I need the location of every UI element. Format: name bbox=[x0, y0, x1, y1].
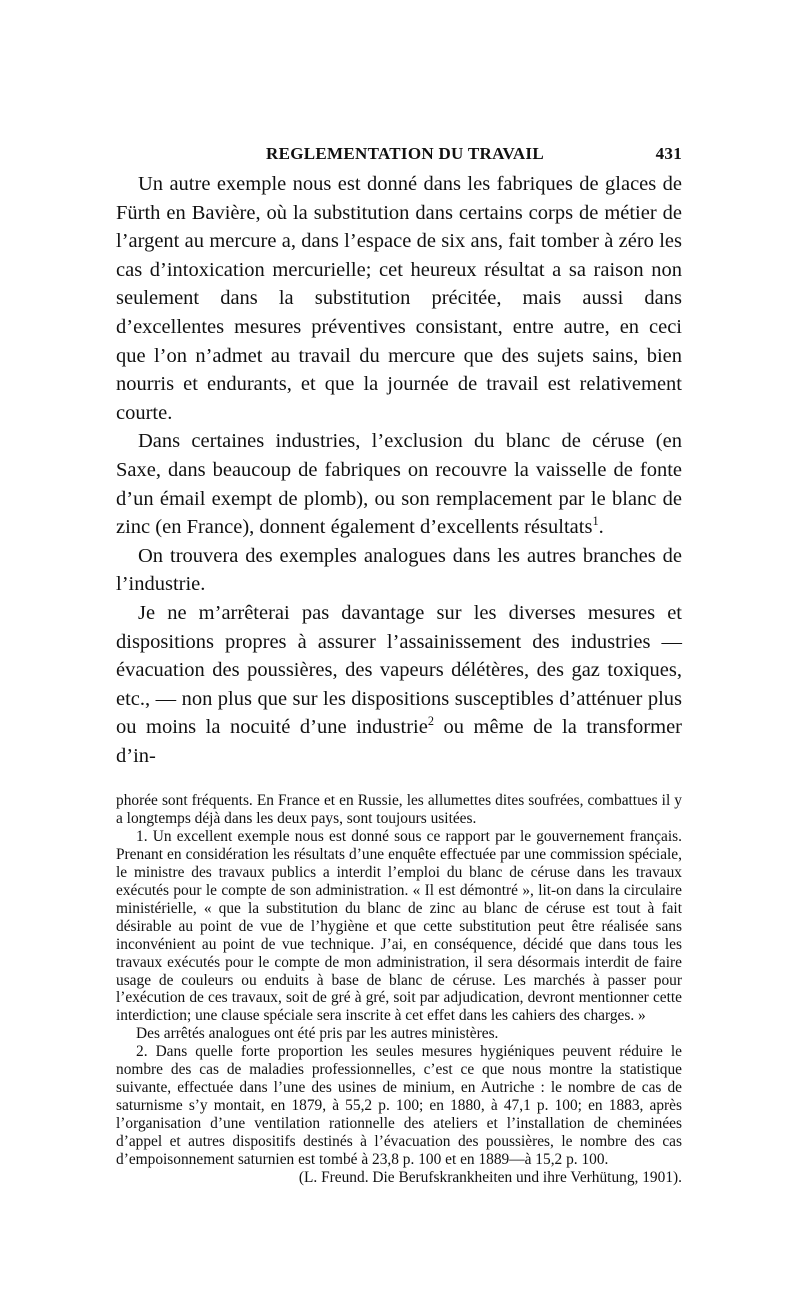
paragraph-4-text: Je ne m’arrêterai pas davantage sur les diverses mesures et dispositions propres à assurer l’assainissement des industries — évacuation des poussières, des vapeurs délétères, des gaz toxiques, etc., — non plus que sur les dispositions susceptibles d’atténuer plus ou moins la nocuité d’une industrie bbox=[116, 601, 682, 739]
footnote-ref-2[interactable]: 2 bbox=[427, 714, 434, 729]
footnote-2: 2. Dans quelle forte proportion les seules mesures hygiéniques peuvent réduire le nombre des cas de maladies professionnelles, c’est ce que nous montre la statistique suivante, effectuée dans l’une des usines de minium, en Autriche : le nombre de cas de saturnisme s’y montait, en 1879, à 55,2 p. 100; en 1880, à 47,1 p. 100; en 1883, après l’organisation d’une ventilation rationnelle des ateliers et l’installation de cheminées d’appel et autres dispositifs destinés à l’évacuation des poussières, le nombre des cas d’empoisonnement saturnien est tombé à 23,8 p. 100 et en 1889—à 15,2 p. 100. bbox=[116, 1043, 682, 1168]
paragraph-2 bbox=[116, 427, 682, 541]
paragraph-4 bbox=[116, 599, 682, 771]
paragraph-2-end: . bbox=[598, 516, 604, 539]
footnotes bbox=[116, 792, 682, 1186]
page-number: 431 bbox=[655, 144, 682, 163]
paragraph-2-text: Dans certaines industries, l’exclusion du blanc de céruse (en Saxe, dans beaucoup de fabriques on recouvre la vaisselle de fonte d’un émail exempt de plomb), ou son remplacement par le blanc de zinc (en France), donnent également d’excellents résultats bbox=[116, 430, 682, 539]
footnote-2-citation: (L. Freund. Die Berufskrankheiten und ihre Verhütung, 1901). bbox=[298, 1168, 682, 1186]
book-page bbox=[116, 140, 682, 1186]
footnote-1: 1. Un excellent exemple nous est donné sous ce rapport par le gouvernement français. Prenant en considération les résultats d’une enquête effectuée par une commission spéciale, le ministre des travaux publics a interdit l’emploi du blanc de céruse dans les travaux exécutés pour le compte de son administration. « Il est démontré », lit-on dans la circulaire ministérielle, « que la substitution du blanc de zinc au blanc de céruse est tout à fait désirable au point de vue de l’hygiène et que cette substitution peut être réalisée sans inconvénient au point de vue technique. J’ai, en conséquence, décidé que dans tous les travaux exécutés pour le compte de mon administration, il sera désormais interdit de faire usage de couleurs ou enduits à base de blanc de céruse. Les marchés à passer pour l’exécution de ces travaux, soit de gré à gré, soit par adjudication, devront mentionner cette interdiction; une clause spéciale sera inscrite à cet effet dans les cahiers des charges. » bbox=[116, 828, 682, 1025]
paragraph-3: On trouvera des exemples analogues dans les autres branches de l’industrie. bbox=[116, 544, 682, 596]
running-header bbox=[116, 140, 682, 170]
footnote-ref-1[interactable]: 1 bbox=[592, 514, 599, 529]
footnote-1-addendum: Des arrêtés analogues ont été pris par les autres ministères. bbox=[136, 1025, 499, 1043]
running-title: REGLEMENTATION DU TRAVAIL bbox=[266, 144, 544, 163]
main-text bbox=[116, 170, 682, 770]
paragraph-1: Un autre exemple nous est donné dans les fabriques de glaces de Fürth en Bavière, où la substitution dans certains corps de métier de l’argent au mercure a, dans l’espace de six ans, fait tomber à zéro les cas d’intoxication mercurielle; cet heureux résultat a sa raison non seulement dans la substitution précitée, mais aussi dans d’excellentes mesures préventives consistant, entre autre, en ceci que l’on n’admet au travail du mercure que des sujets sains, bien nourris et endurants, et que la journée de travail est relativement courte. bbox=[116, 173, 682, 424]
footnote-continuation: phorée sont fréquents. En France et en Russie, les allumettes dites soufrées, combattues il y a longtemps déjà dans les deux pays, sont toujours usitées. bbox=[116, 792, 682, 828]
paragraph-4-end: ou même de la transformer d’in- bbox=[116, 716, 682, 767]
